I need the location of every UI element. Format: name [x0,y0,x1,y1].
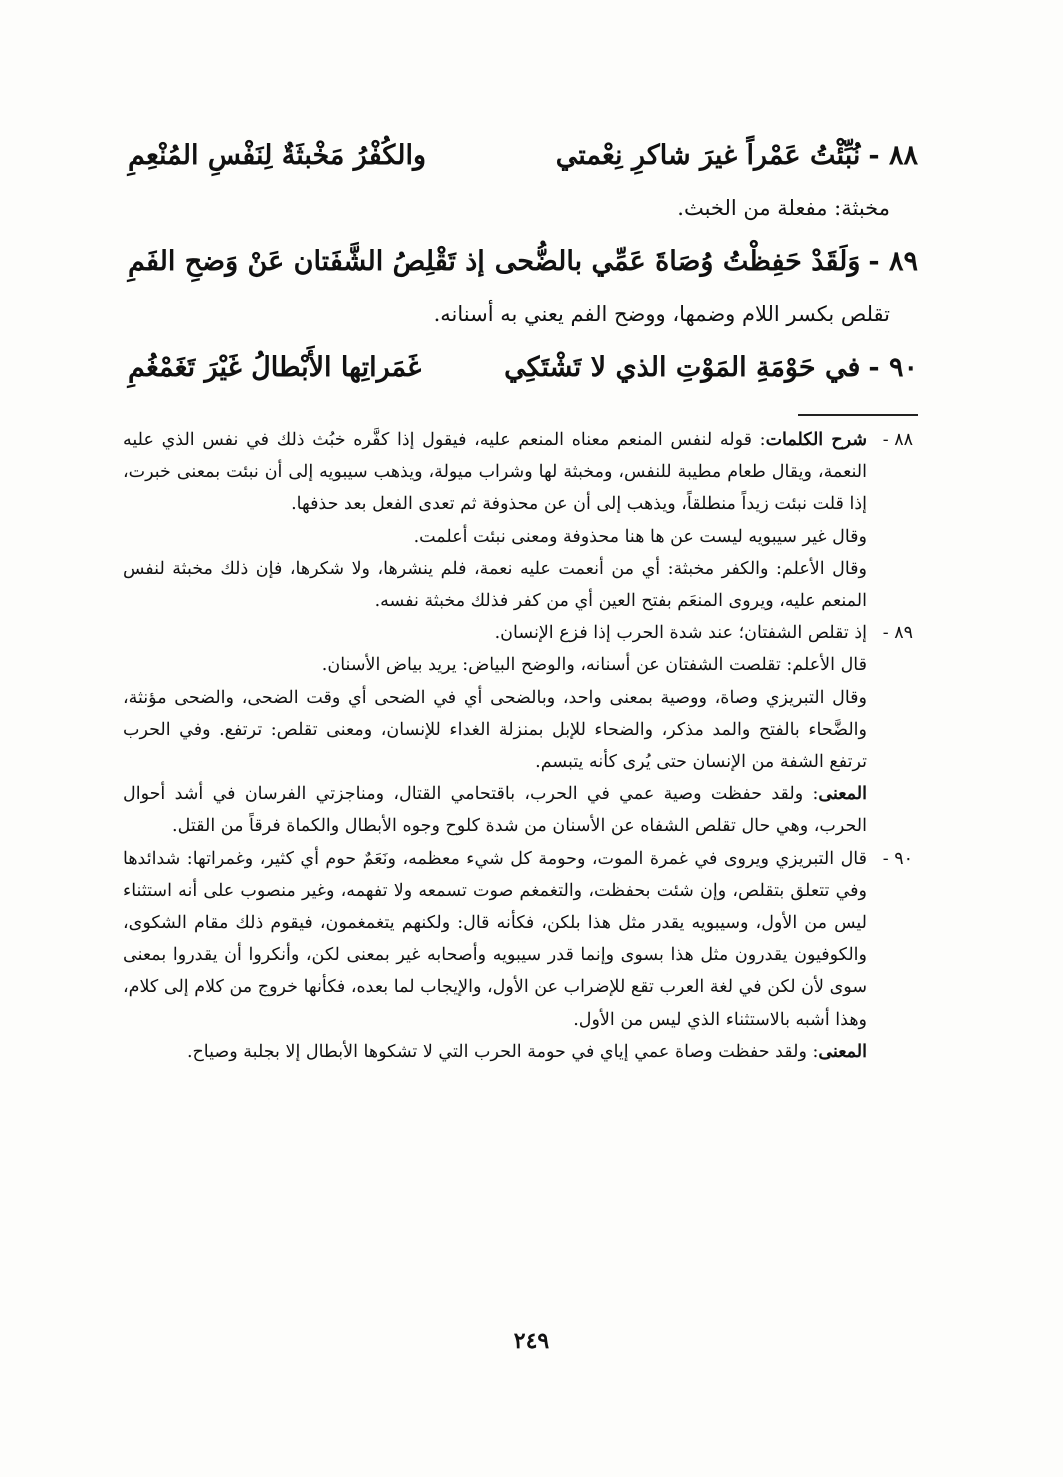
verse-line [128,234,918,290]
note-body [123,424,867,617]
note-number: ٨٨ - [882,430,913,450]
verse-line [128,340,918,396]
verse-number: ٨٩ - [868,246,918,277]
verse-gloss: تقلص بكسر اللام وضمها، ووضح الفم يعني به أسنانه. [433,302,890,326]
note-88 [123,424,913,617]
verse-number: ٩٠ - [868,352,918,383]
first-hemistich [504,340,918,396]
first-hemistich-text: نُبِّئْتُ عَمْراً غيرَ شاكرِ نِعْمتي [555,140,861,171]
note-text: : قوله لنفس المنعم معناه المنعم عليه، فيقول إذا كفَّره خبُث ذلك في نفس الذي عليه النعمة، ويقال طعام مطيبة للنفس، ومخبثة لها وشراب ميولة، ويذهب سيبويه إلى أن نبئت بمعنى خبرت، إذا قلت نبئت زيداً منطلقاً، ويذهب إلى أن عن محذوفة ثم تعدى الفعل بعد حذفها. [123,430,867,515]
verse-gloss: مخبثة: مفعلة من الخبث. [677,196,890,220]
note-text: وقال غير سيبويه ليست عن ها هنا محذوفة ومعنى نبئت أعلمت. [413,526,867,547]
first-hemistich [556,128,918,184]
footnote-separator [798,414,918,416]
second-hemistich: إذ تَقْلِصُ الشَّفَتان عَنْ وَضحِ الفَمِ [128,246,485,277]
note-body [123,617,867,842]
first-hemistich [495,234,918,290]
verse-89 [128,234,918,338]
note-text: وقال الأعلم: والكفر مخبثة: أي من أنعمت عليه نعمة، فلم ينشرها، ولا شكرها، فإن ذلك مخبثة لنفس المنعم عليه، ويروى المنعَم بفتح العين أي من كفر فذلك مخبثة نفسه. [123,558,867,612]
note-paragraph [123,1036,867,1068]
note-body [123,843,867,1068]
verse-90 [128,340,918,396]
note-text: قال التبريزي ويروى في غمرة الموت، وحومة كل شيء معظمه، ونَعَمٌ حوم أي كثير، وغمراتها: شدائدها وفي تتعلق بتقلص، وإن شئت بحفظت، والتغمغم صوت تسمعه ولا تفهمه، وغير منصوب على أنه استثناء ليس من الأول، وسيبويه يقدر مثل هذا بلكن، فكأنه قال: ولكنهم يتغمغمون، فيقوم ذلك مقام الشكوى، والكوفيون يقدرون مثل هذا بسوى وإنما قدر سيبويه وأصحابه غير بمعنى لكن، وأنكروا أن يقدروا بمعنى سوى لأن لكن في لغة العرب تقع للإضراب عن الأول، والإيجاب لما بعده، فكأنها خروج من كلام إلى كلام، وهذا أشبه بالاستثناء الذي ليس من الأول. [123,848,867,1030]
note-paragraph [123,553,867,617]
note-text: قال الأعلم: تقلصت الشفتان عن أسنانه، والوضح البياض: يريد بياض الأسنان. [321,655,867,676]
note-paragraph [123,778,867,842]
note-text: : ولقد حفظت وصية عمي في الحرب، باقتحامي القتال، ومناجزتي الفرسان في أشد أحوال الحرب، وهي حال تقلص الشفاه عن الأسنان من شدة كلوح وجوه الأبطال والكماة فرقاً من القتل. [123,784,867,837]
first-hemistich-text: في حَوْمَةِ المَوْتِ الذي لا تَشْتَكِي [504,352,861,383]
page-number: ٢٤٩ [513,1328,550,1354]
note-paragraph [123,617,867,649]
note-paragraph [123,424,867,521]
note-text: : ولقد حفظت وصاة عمي إياي في حومة الحرب التي لا تشكوها الأبطال إلا بجلبة وصياح. [186,1041,819,1062]
verse-line [128,128,918,184]
second-hemistich: غَمَراتِها الأَبْطالُ غَيْرَ تَغَمْغُمِ [128,352,422,383]
footnotes [123,424,913,1068]
verses-section [128,128,918,396]
note-90 [123,843,913,1068]
note-paragraph [123,521,867,553]
second-hemistich: والكُفْرُ مَخْبثَةٌ لِنَفْسِ المُنْعِمِ [128,140,427,171]
note-lead: المعنى [818,1041,867,1062]
note-89 [123,617,913,842]
first-hemistich-text: وَلَقَدْ حَفِظْتُ وُصَاةَ عَمِّي بالضُّحى [494,246,861,277]
note-paragraph [123,649,867,681]
verse-88 [128,128,918,232]
note-paragraph [123,682,867,779]
note-lead: المعنى [818,784,867,805]
note-text: إذ تقلص الشفتان؛ عند شدة الحرب إذا فزع الإنسان. [494,623,867,644]
note-paragraph [123,843,867,1036]
note-number: ٨٩ - [882,623,913,644]
note-text: وقال التبريزي وصاة، ووصية بمعنى واحد، وبالضحى أي في الضحى أي وقت الضحى، والضحى مؤنثة، والضَّحاء بالفتح والمد مذكر، والضحاء للإبل بمنزلة الغداء للإنسان، ومعنى تقلص: ترتفع. وفي الحرب ترتفع الشفة من الإنسان حتى يُرى كأنه يتبسم. [123,687,867,773]
note-lead: شرح الكلمات [765,430,867,450]
verse-number: ٨٨ - [868,140,918,171]
note-number: ٩٠ - [882,848,913,869]
